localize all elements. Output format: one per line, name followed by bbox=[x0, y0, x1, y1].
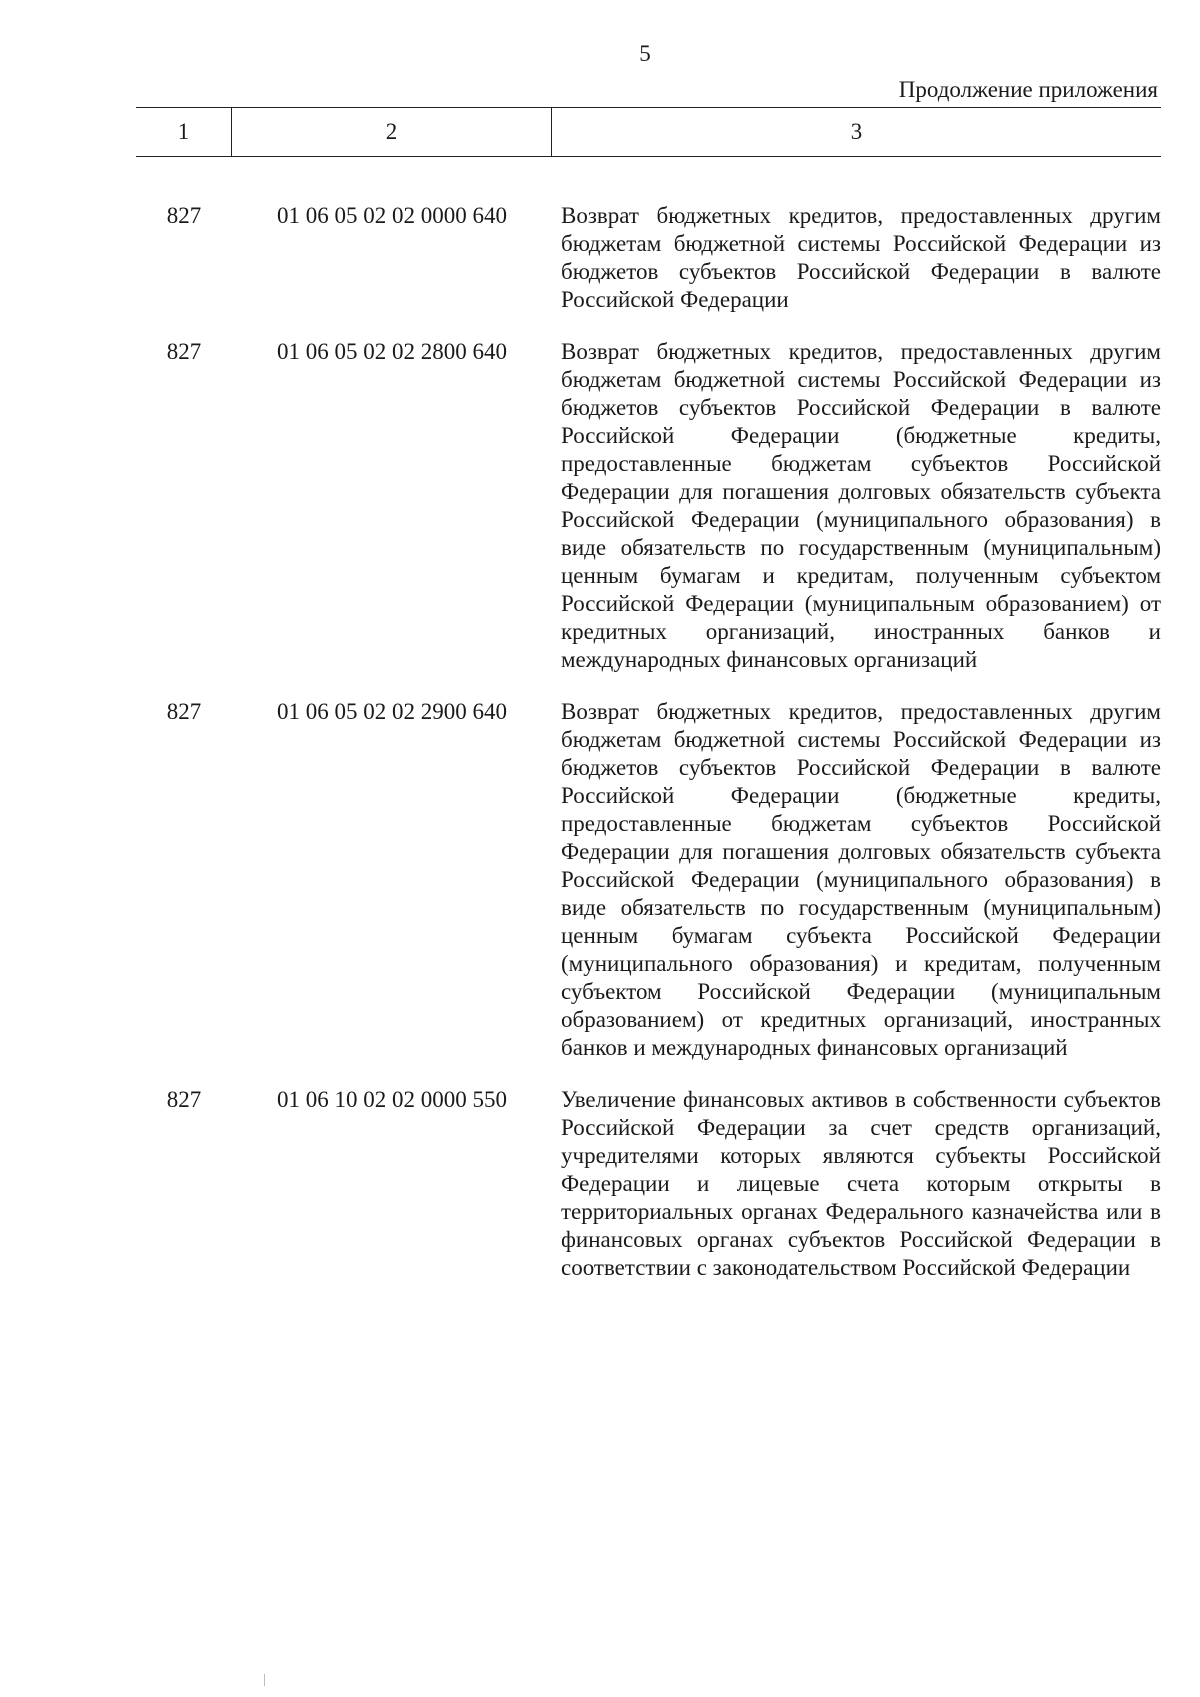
table-row bbox=[136, 698, 1161, 1062]
table-row bbox=[136, 202, 1161, 314]
header-col-3: 3 bbox=[850, 119, 863, 144]
admin-code-cell: 827 bbox=[166, 203, 202, 228]
scan-artifact bbox=[264, 1674, 265, 1686]
description-cell: Возврат бюджетных кредитов, предоставленных другим бюджетам бюджетной системы Российской Федерации из бюджетов субъектов Российской Федерации в валюте Российской Федерации (бюджетные кредиты, предоставленные бюджетам субъектов Российской Федерации для погашения долговых обязательств субъекта Российской Федерации (муниципального образования) в виде обязательств по государственным (муниципальным) ценным бумагам субъекта Российской Федерации (муниципального образования) и кредитам, полученным субъектом Российской Федерации (муниципальным образованием) от кредитных организаций, иностранных банков и международных финансовых организаций bbox=[561, 699, 1161, 1060]
budget-code-cell: 01 06 05 02 02 2900 640 bbox=[277, 699, 507, 724]
admin-code-cell: 827 bbox=[166, 1087, 202, 1112]
description-cell: Возврат бюджетных кредитов, предоставленных другим бюджетам бюджетной системы Российской Федерации из бюджетов субъектов Российской Федерации в валюте Российской Федерации bbox=[561, 203, 1161, 312]
budget-code-cell: 01 06 10 02 02 0000 550 bbox=[277, 1087, 507, 1112]
description-cell: Возврат бюджетных кредитов, предоставленных другим бюджетам бюджетной системы Российской Федерации из бюджетов субъектов Российской Федерации в валюте Российской Федерации (бюджетные кредиты, предоставленные бюджетам субъектов Российской Федерации для погашения долговых обязательств субъекта Российской Федерации (муниципального образования) в виде обязательств по государственным (муниципальным) ценным бумагам и кредитам, полученным субъектом Российской Федерации (муниципальным образованием) от кредитных организаций, иностранных банков и международных финансовых организаций bbox=[561, 339, 1161, 672]
page-number: 5 bbox=[639, 41, 651, 66]
table-row bbox=[136, 1086, 1161, 1282]
budget-code-cell: 01 06 05 02 02 0000 640 bbox=[277, 203, 507, 228]
header-col-2: 2 bbox=[232, 108, 552, 156]
continuation-label: Продолжение приложения bbox=[898, 77, 1158, 102]
table-row bbox=[136, 338, 1161, 674]
header-col-1: 1 bbox=[136, 108, 232, 156]
table-body bbox=[136, 202, 1161, 1306]
admin-code-cell: 827 bbox=[166, 339, 202, 364]
description-cell: Увеличение финансовых активов в собственности субъектов Российской Федерации за счет средств организаций, учредителями которых являются субъекты Российской Федерации и лицевые счета которым открыты в территориальных органах Федерального казначейства или в финансовых органах субъектов Российской Федерации в соответствии с законодательством Российской Федерации bbox=[561, 1087, 1161, 1280]
admin-code-cell: 827 bbox=[166, 699, 202, 724]
table-header bbox=[136, 107, 1161, 157]
budget-code-cell: 01 06 05 02 02 2800 640 bbox=[277, 339, 507, 364]
